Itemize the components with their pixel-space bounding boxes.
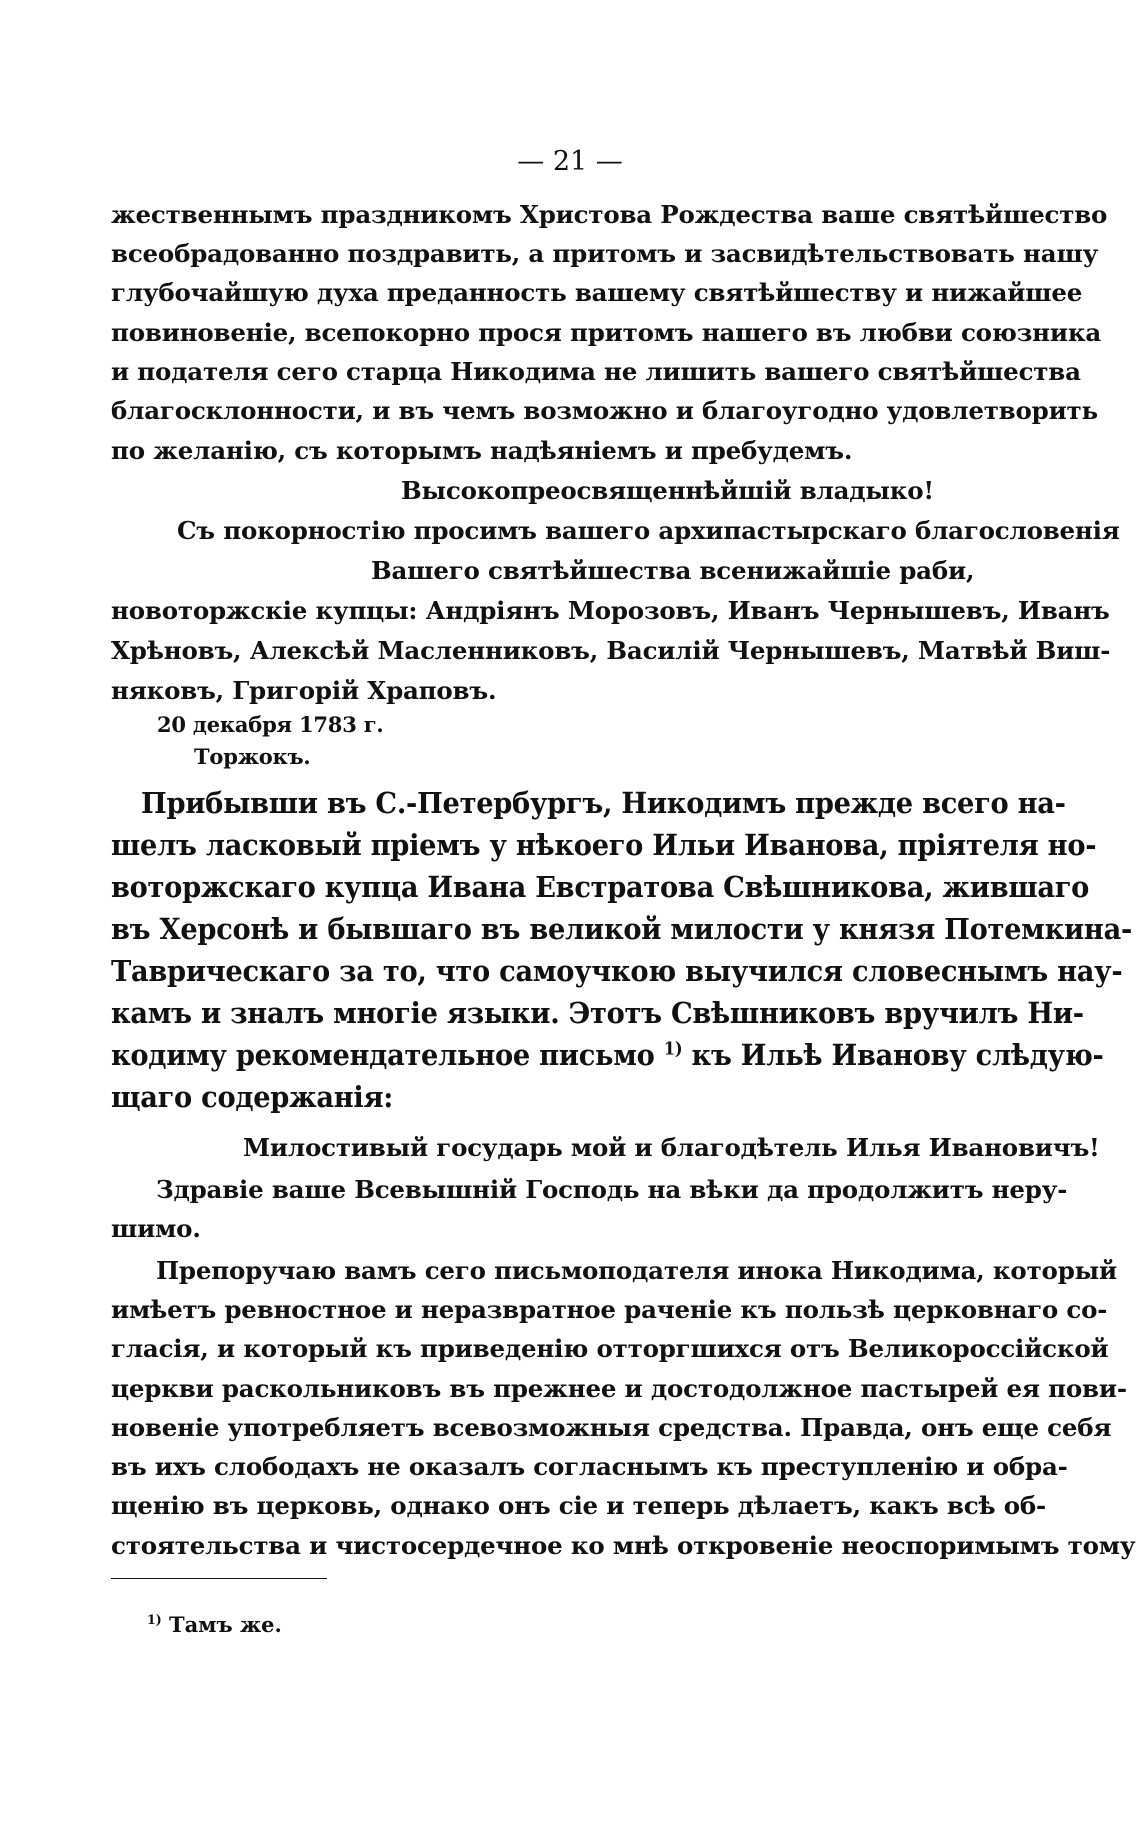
servants-line: Вашего святѣйшества всенижайшіе раби, xyxy=(371,556,975,585)
footnote-text: Тамъ же. xyxy=(169,1612,282,1637)
text-line: шимо. xyxy=(111,1214,201,1243)
text-line: камъ и зналъ многіе языки. Этотъ Свѣшниковъ вручилъ Ни- xyxy=(111,996,1084,1030)
text-line: щенію въ церковь, однако онъ сіе и теперь дѣлаетъ, какъ всѣ об- xyxy=(111,1491,1047,1520)
text-fragment: къ Ильѣ Иванову слѣдую- xyxy=(691,1038,1104,1072)
text-line: въ ихъ слободахъ не оказалъ согласнымъ къ преступленію и обра- xyxy=(111,1452,1068,1481)
text-line: благосклонности, и въ чемъ возможно и благоугодно удовлетворить xyxy=(111,396,1098,425)
salutation: Высокопреосвященнѣйшій владыко! xyxy=(401,476,934,505)
text-line: новеніе употребляетъ всевозможныя средства. Правда, онъ еще себя xyxy=(111,1413,1112,1442)
text-line: щаго содержанія: xyxy=(111,1080,394,1114)
text-line: церкви раскольниковъ въ прежнее и достодолжное пастырей ея пови- xyxy=(111,1374,1127,1403)
text-line: стоятельства и чистосердечное ко мнѣ откровеніе неоспоримымъ тому xyxy=(111,1531,1136,1560)
text-line: жественнымъ праздникомъ Христова Рождества ваше святѣйшество xyxy=(111,200,1108,229)
footnote-mark: 1) xyxy=(147,1612,162,1627)
text-line: Здравіе ваше Всевышній Господь на вѣки да продолжитъ неру- xyxy=(156,1175,1068,1204)
footnote-divider xyxy=(111,1578,327,1579)
text-line: въ Херсонѣ и бывшаго въ великой милости у князя Потемкина- xyxy=(111,912,1133,946)
letter-date: 20 декабря 1783 г. xyxy=(157,712,384,737)
text-line: Препоручаю вамъ сего письмоподателя инока Никодима, который xyxy=(156,1256,1117,1285)
footnote xyxy=(147,1612,282,1637)
signatories-line: новоторжскіе купцы: Андріянъ Морозовъ, Иванъ Чернышевъ, Иванъ xyxy=(111,596,1110,625)
page-number: — 21 — xyxy=(517,146,623,177)
footnote-reference: 1) xyxy=(663,1039,683,1060)
text-line: шелъ ласковый пріемъ у нѣкоего Ильи Иванова, пріятеля но- xyxy=(111,828,1097,862)
request-line: Съ покорностію просимъ вашего архипастырскаго благословенія xyxy=(177,516,1120,545)
text-line: глубочайшую духа преданность вашему святѣйшеству и нижайшее xyxy=(111,278,1083,307)
signatories-line: няковъ, Григорій Храповъ. xyxy=(111,676,497,705)
text-line: всеобрадованно поздравить, а притомъ и засвидѣтельствовать нашу xyxy=(111,239,1099,268)
text-line: Прибывши въ С.-Петербургъ, Никодимъ прежде всего на- xyxy=(141,786,1066,820)
text-line: воторжскаго купца Ивана Евстратова Свѣшникова, жившаго xyxy=(111,870,1090,904)
text-line: повиновеніе, всепокорно прося притомъ нашего въ любви союзника xyxy=(111,318,1102,347)
text-line xyxy=(111,1038,1104,1072)
text-line: гласія, и который къ приведенію отторгшихся отъ Великороссійской xyxy=(111,1334,1109,1363)
letter-place: Торжокъ. xyxy=(194,744,311,769)
text-line: по желанію, съ которымъ надѣяніемъ и пребудемъ. xyxy=(111,436,853,465)
text-line: и подателя сего старца Никодима не лишить вашего святѣйшества xyxy=(111,357,1081,386)
text-fragment: кодиму рекомендательное письмо xyxy=(111,1038,655,1072)
letter-address: Милостивый государь мой и благодѣтель Илья Ивановичъ! xyxy=(243,1133,1100,1162)
text-line: Таврическаго за то, что самоучкою выучился словеснымъ нау- xyxy=(111,954,1123,988)
signatories-line: Хрѣновъ, Алексѣй Масленниковъ, Василій Чернышевъ, Матвѣй Виш- xyxy=(111,636,1111,665)
text-line: имѣетъ ревностное и неразвратное раченіе къ пользѣ церковнаго со- xyxy=(111,1295,1108,1324)
